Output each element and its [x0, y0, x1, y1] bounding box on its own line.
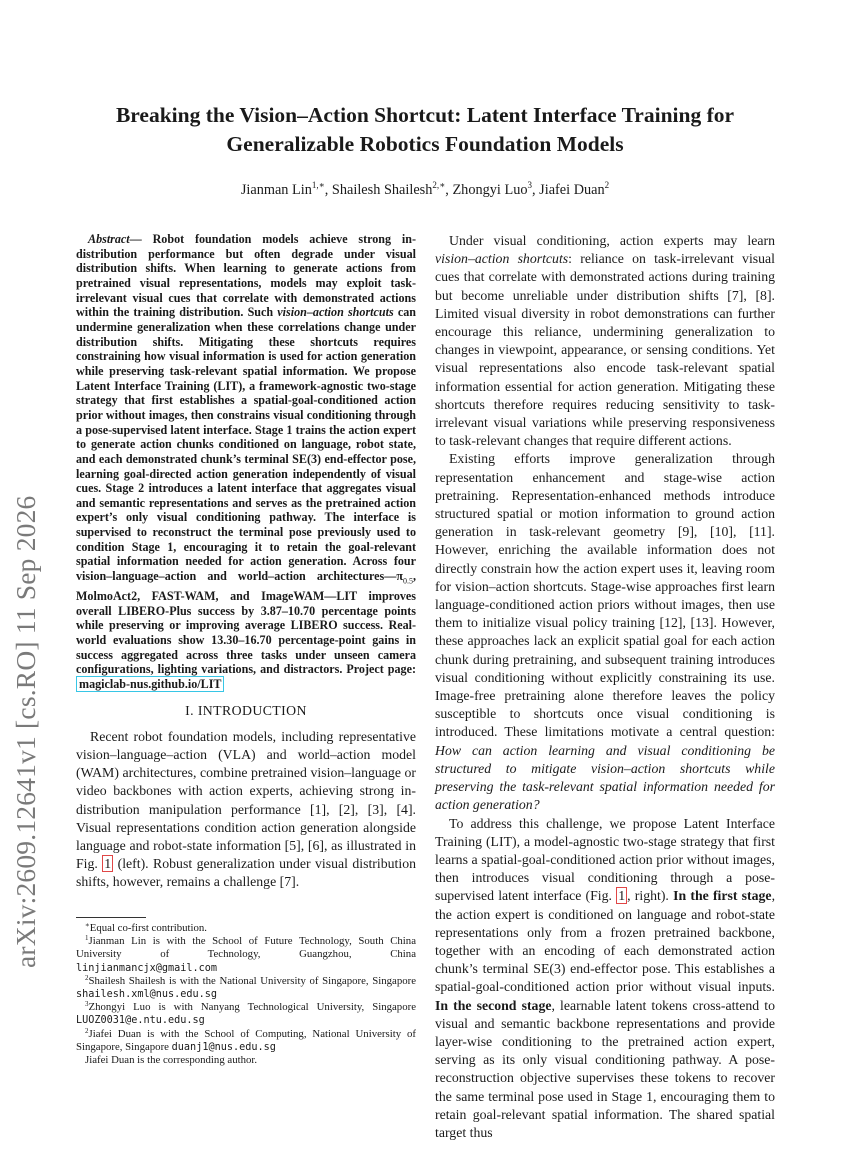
body-paragraph	[435, 450, 775, 814]
footnote-mark: 2	[85, 973, 89, 982]
footnote-text: Jiafei Duan is the corresponding author.	[85, 1054, 258, 1067]
footnote	[76, 975, 416, 1001]
body-text: To address this challenge, we propose Latent Interface Training (LIT), a model-agnostic two-stage strategy that first learns a spatial-goal-conditioned action prior without images, then introduces visual conditioning through a pose-supervised latent interface (Fig.	[435, 815, 775, 904]
author-name: Jianman Lin	[240, 182, 312, 198]
author-name: Zhongyi Luo	[452, 182, 528, 198]
author-affiliation-mark: 1,∗	[311, 180, 325, 190]
footnote-mark: 2	[85, 1026, 89, 1035]
right-column	[435, 232, 775, 1142]
footnote-text: Zhongyi Luo is with Nanyang Technological University, Singapore	[88, 1001, 416, 1014]
author-name: Shailesh Shailesh	[331, 182, 433, 198]
footnote	[76, 1001, 416, 1027]
intro-paragraph	[76, 728, 416, 892]
intro-text: Recent robot foundation models, including representative vision–language–action (VLA) and world–action model (WAM) architectures, combine pretrained vision–language or video backbones with action experts, achieving strong in-distribution manipulation performance [1], [2], [3], [4]. Visual representations condition action generation alongside language and robot-state information [5], [6], as illustrated in Fig.	[76, 728, 416, 872]
footnote-text: Equal co-first contribution.	[89, 922, 208, 934]
body-text: , right).	[627, 888, 674, 904]
footnote	[76, 1054, 416, 1067]
author-affiliation-mark: 3	[527, 180, 532, 190]
arxiv-id-text: arXiv:2609.12641v1 [cs.RO] 11 Sep 2026	[10, 495, 41, 968]
stage-one-label: In the first stage	[673, 888, 772, 904]
footnote	[76, 1028, 416, 1054]
intro-text: (left). Robust generalization under visual distribution shifts, however, remains a challenge [7].	[76, 856, 416, 890]
footnote-text: Jiafei Duan is with the School of Computing, National University of Singapore, Singapore	[76, 1027, 416, 1053]
abstract-text: can undermine generalization when these correlations change under distribution shifts. Mitigating these shortcuts requires constraining how visual information is used for action generation while preserving task-relevant spatial information. We propose Latent Interface Training (LIT), a framework-agnostic two-stage strategy that first establishes a spatial-goal-conditioned action prior without images, then constrains visual conditioning through a pose-supervised latent interface. Stage 1 trains the action expert to generate action chunks conditioned on language, robot state, and each demonstrated chunk’s terminal SE(3) end-effector pose, learning goal-directed action generation independently of visual cues. Stage 2 introduces a latent interface that aggregates visual and semantic representations and serves as the pretrained action expert’s only visual conditioning pathway. The interface is supervised to reconstruct the terminal pose previously used to condition Stage 1, encouraging it to retain the goal-relevant spatial information needed for action generation. Across four vision–language–action and world–action architectures—π	[76, 305, 416, 584]
footnote-rule	[76, 917, 146, 918]
footnote-text: Shailesh Shailesh is with the National University of Singapore, Singapore	[88, 974, 416, 987]
abstract-text: — Robot foundation models achieve strong in-distribution performance but often degrade under visual distribution shifts. When learning to generate actions from pretrained visual representations, models may exploit task-irrelevant visual cues that correlate with demonstrated actions within the training distribution. Such	[76, 232, 416, 320]
footnote-email[interactable]: linjianmancjx@gmail.com	[76, 962, 218, 974]
abstract-emphasis: vision–action shortcuts	[277, 305, 394, 320]
paper-title: Breaking the Vision–Action Shortcut: Latent Interface Training for Generalizable Robotics Foundation Models	[115, 103, 735, 156]
stage-two-label: In the second stage	[435, 997, 552, 1013]
section-heading-introduction: I. INTRODUCTION	[185, 702, 307, 718]
footnote-email[interactable]: shailesh.xml@nus.edu.sg	[76, 989, 218, 1001]
footnote-email[interactable]: duanj1@nus.edu.sg	[171, 1041, 276, 1053]
research-question: How can action learning and visual conditioning be structured to mitigate vision–action shortcuts while preserving the task-relevant spatial information needed for action generation?	[435, 742, 775, 813]
footnotes	[76, 917, 416, 1067]
abstract-label: Abstract	[88, 232, 130, 246]
abstract-text: , MolmoAct2, FAST-WAM, and ImageWAM—LIT improves overall LIBERO-Plus success by 3.87–10.70 percentage points while preserving or improving average LIBERO success. Real-world evaluations show 13.30–16.70 percentage-point gains in success aggregated across three tasks under unseen camera configurations, lighting variations, and distractors. Project page:	[76, 569, 416, 677]
figure-reference-link[interactable]: 1	[104, 856, 112, 872]
body-text: , learnable latent tokens cross-attend to visual and semantic backbone representations and provide layer-wise conditioning to the pretrained action expert, serving as its only visual conditioning pathway. A pose-reconstruction objective supervises these tokens to recover the same terminal pose used in Stage 1, encouraging them to retain goal-relevant spatial information. The shared spatial target thus	[435, 997, 775, 1140]
footnote-mark: ∗	[85, 921, 90, 929]
body-text: , the action expert is conditioned on language and robot-state representations only from a frozen pretrained backbone, together with an encoding of each demonstrated action chunk’s terminal SE(3) end-effector pose. This establishes a spatial-goal-conditioned action prior without visual inputs.	[435, 888, 776, 995]
body-text: : reliance on task-irrelevant visual cues that correlate with demonstrated actions during training but become unreliable under distribution shifts [7], [8]. Limited visual diversity in robot demonstrations can further encourage this reliance, undermining generalization to changes in viewpoint, appearance, or sensing conditions. Yet visual representations also encode task-relevant spatial information essential for action generation. Mitigating these shortcuts therefore requires reducing sensitivity to task-irrelevant visual variations while preserving responsiveness to task-relevant changes that require different actions.	[435, 251, 775, 449]
footnote-text: Jianman Lin is with the School of Future Technology, South China University of Technology, Guangzhou, China	[76, 935, 416, 961]
footnote-mark: 3	[85, 1000, 89, 1009]
body-emphasis: vision–action shortcuts	[435, 251, 569, 267]
project-page-link[interactable]: magiclab-nus.github.io/LIT	[76, 676, 224, 692]
left-column	[76, 232, 416, 892]
author-name: Jiafei Duan	[539, 182, 605, 198]
figure-reference-link[interactable]: 1	[618, 888, 626, 904]
footnote-mark: 1	[85, 934, 89, 943]
body-paragraph	[435, 232, 775, 450]
body-text: Under visual conditioning, action experts may learn	[449, 233, 775, 248]
footnote	[76, 922, 416, 935]
author-list: Jianman Lin$^{1,∗}$, Shailesh Shailesh$^{2,∗}$, Zhongyi Luo$^3$, Jiafei Duan$^2$	[240, 180, 610, 198]
pi-subscript: 0.5	[402, 576, 413, 586]
body-text: Existing efforts improve generalization through representation enhancement and stage-wise action pretraining. Representation-enhanced methods introduce structured spatial or motion information to ground action generation in task-relevant geometry [9], [10], [11]. However, enriching the available information does not directly constrain how the action expert uses it, leaving room for vision–action shortcuts. Stage-wise approaches first learn language-conditioned action priors without images, then use them to initialize visual policy training [12], [13]. However, these approaches lack an explicit spatial goal for each action chunk during pretraining, and subsequent training introduces visual conditioning without explicitly constraining its use. Image-free pretraining alone therefore leaves the policy susceptible to shortcuts once visual conditioning is introduced. These limitations motivate a central question:	[435, 451, 775, 740]
body-paragraph	[435, 815, 775, 1143]
author-affiliation-mark: 2,∗	[432, 180, 446, 190]
footnote-email[interactable]: LUOZ0031@e.ntu.edu.sg	[76, 1015, 205, 1027]
abstract	[76, 232, 416, 692]
footnote	[76, 935, 416, 975]
author-affiliation-mark: 2	[604, 180, 610, 190]
